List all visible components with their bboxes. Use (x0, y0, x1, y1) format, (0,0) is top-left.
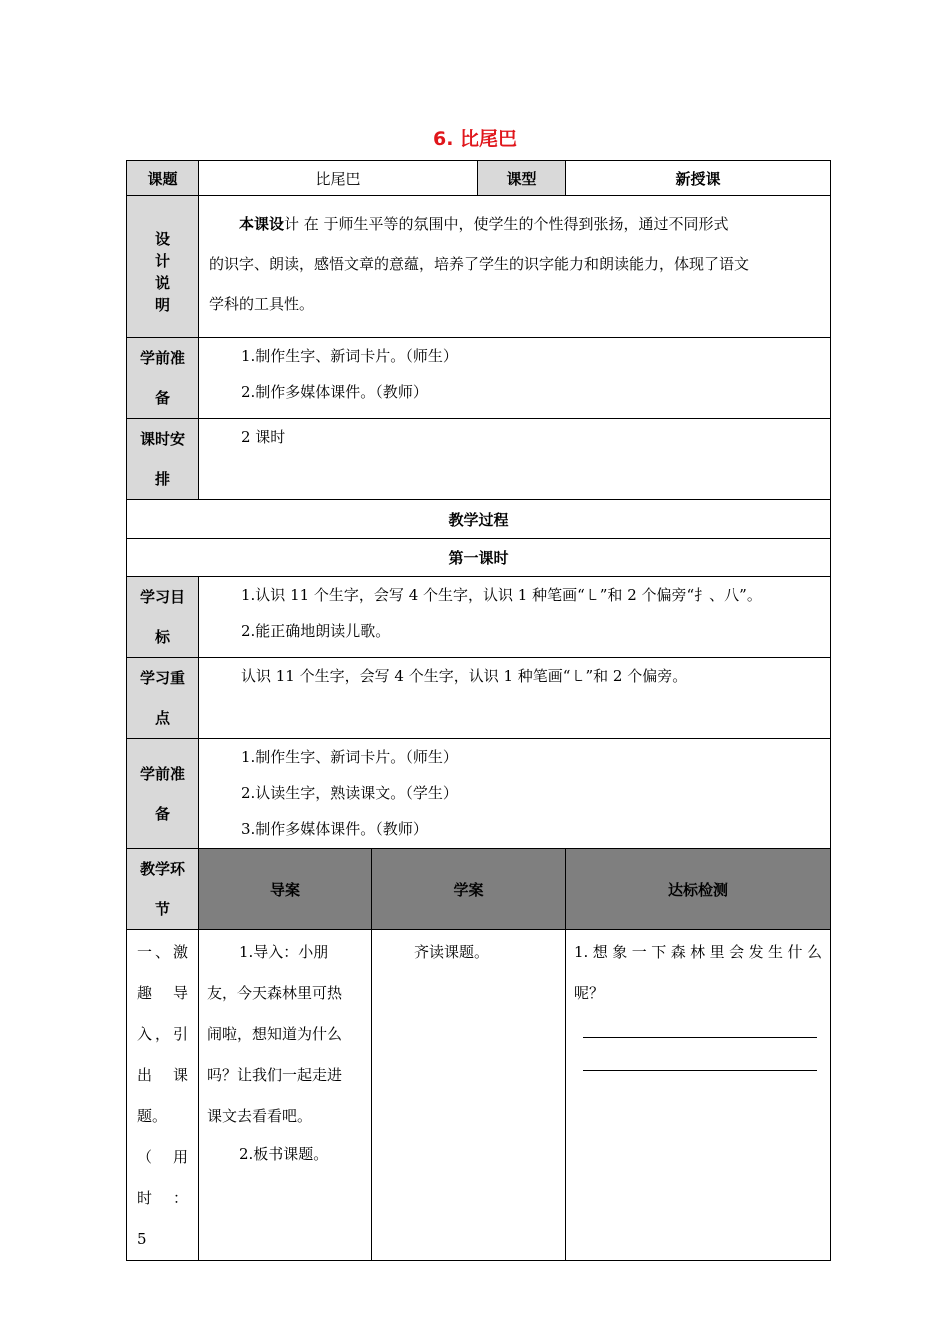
prep1-label-line-1: 学前准 (139, 349, 185, 367)
goals-content (199, 577, 831, 658)
goals-label-line-1: 学习目 (139, 588, 185, 606)
lesson-title-row (127, 539, 831, 577)
type-value: 新授课 (566, 161, 831, 196)
hours-row (127, 419, 831, 500)
stage-line: 题。 (137, 1107, 168, 1125)
study-cell: 齐读课题。 (372, 930, 566, 1261)
design-intro-overlay: 本课设 (239, 215, 285, 233)
design-label-text: 设 计 说 明 (154, 230, 170, 314)
stage-cell (127, 930, 199, 1261)
key-points-label-line-2: 点 (154, 709, 170, 727)
design-line-3: 学科的工具性。 (209, 295, 315, 313)
guide-line: 2.板书课题。 (239, 1145, 329, 1163)
check-cell (566, 930, 831, 1261)
type-label: 课型 (478, 161, 566, 196)
key-points-row (127, 658, 831, 739)
prep1-content (199, 338, 831, 419)
guide-line: 吗？让我们一起走进 (207, 1066, 343, 1084)
stage-header-line-1: 教学环 (139, 860, 185, 878)
prep2-item: 3.制作多媒体课件。（教师） (241, 820, 428, 838)
lesson-plan-table (126, 160, 831, 1261)
prep1-label (127, 338, 199, 419)
prep2-item: 1.制作生字、新词卡片。（师生） (241, 748, 458, 766)
guide-line: 1.导入：小朋 (239, 943, 329, 961)
lesson-title: 第一课时 (127, 539, 831, 577)
study-column-header: 学案 (372, 849, 566, 930)
goal-item: 1.认识 11 个生字，会写 4 个生字，认识 1 种笔画“㇄”和 2 个偏旁“扌、八”。 (241, 586, 762, 604)
prep2-label-line-2: 备 (154, 804, 170, 823)
page-title: 6. 比尾巴 (432, 128, 518, 150)
columns-header-row (127, 849, 831, 930)
hours-label (127, 419, 199, 500)
prep1-item: 1.制作生字、新词卡片。（师生） (241, 347, 458, 365)
guide-line: 闹啦，想知道为什么 (207, 1025, 343, 1043)
key-points-label-line-1: 学习重 (139, 669, 185, 687)
hours-value: 2 课时 (199, 419, 831, 500)
key-points-value: 认识 11 个生字，会写 4 个生字，认识 1 种笔画“㇄”和 2 个偏旁。 (199, 658, 831, 739)
topic-label: 课题 (127, 161, 199, 196)
design-row (127, 196, 831, 338)
hours-label-line-1: 课时安 (139, 430, 185, 448)
stage-line: 一、激 (137, 943, 188, 961)
guide-line: 课文去看看吧。 (207, 1107, 313, 1125)
key-points-label (127, 658, 199, 739)
prep2-content (199, 739, 831, 849)
process-title: 教学过程 (127, 500, 831, 539)
design-intro-text: 计 在 于师生平等的氛围中，使学生的个性得到张扬，通过不同形式 (284, 215, 729, 233)
check-line: 呢？ (574, 984, 605, 1002)
goals-label (127, 577, 199, 658)
header-row (127, 161, 831, 196)
answer-line (583, 1070, 817, 1071)
topic-value: 比尾巴 (199, 161, 478, 196)
prep2-label-line-1: 学前准 (139, 764, 185, 783)
guide-cell (199, 930, 372, 1261)
process-title-row (127, 500, 831, 539)
stage-line: 趣 导 (137, 984, 188, 1002)
design-line-1 (209, 204, 820, 244)
stage-column-header (127, 849, 199, 930)
stage-row (127, 930, 831, 1261)
stage-line: 入，引 (137, 1025, 188, 1043)
goals-label-line-2: 标 (154, 628, 170, 646)
stage-line: 时 ：5 (137, 1189, 188, 1248)
stage-header-line-2: 节 (154, 900, 170, 918)
goal-item: 2.能正确地朗读儿歌。 (241, 622, 391, 640)
stage-line: 出 课 (137, 1066, 188, 1084)
prep1-row (127, 338, 831, 419)
design-label (127, 196, 199, 338)
prep2-label (127, 739, 199, 849)
prep1-label-line-2: 备 (154, 389, 170, 407)
guide-line: 友，今天森林里可热 (207, 984, 343, 1002)
check-line: 1.想象一下森林里会发生什么 (574, 943, 823, 961)
stage-line: （ 用 (137, 1148, 188, 1166)
hours-label-line-2: 排 (154, 470, 170, 488)
prep2-item: 2.认读生字，熟读课文。（学生） (241, 784, 458, 802)
prep1-item: 2.制作多媒体课件。（教师） (241, 383, 428, 401)
design-content (199, 196, 831, 338)
goals-row (127, 577, 831, 658)
check-column-header: 达标检测 (566, 849, 831, 930)
prep2-row (127, 739, 831, 849)
guide-column-header: 导案 (199, 849, 372, 930)
design-line-2: 的识字、朗读，感悟文章的意蕴，培养了学生的识字能力和朗读能力，体现了语文 (209, 255, 750, 273)
